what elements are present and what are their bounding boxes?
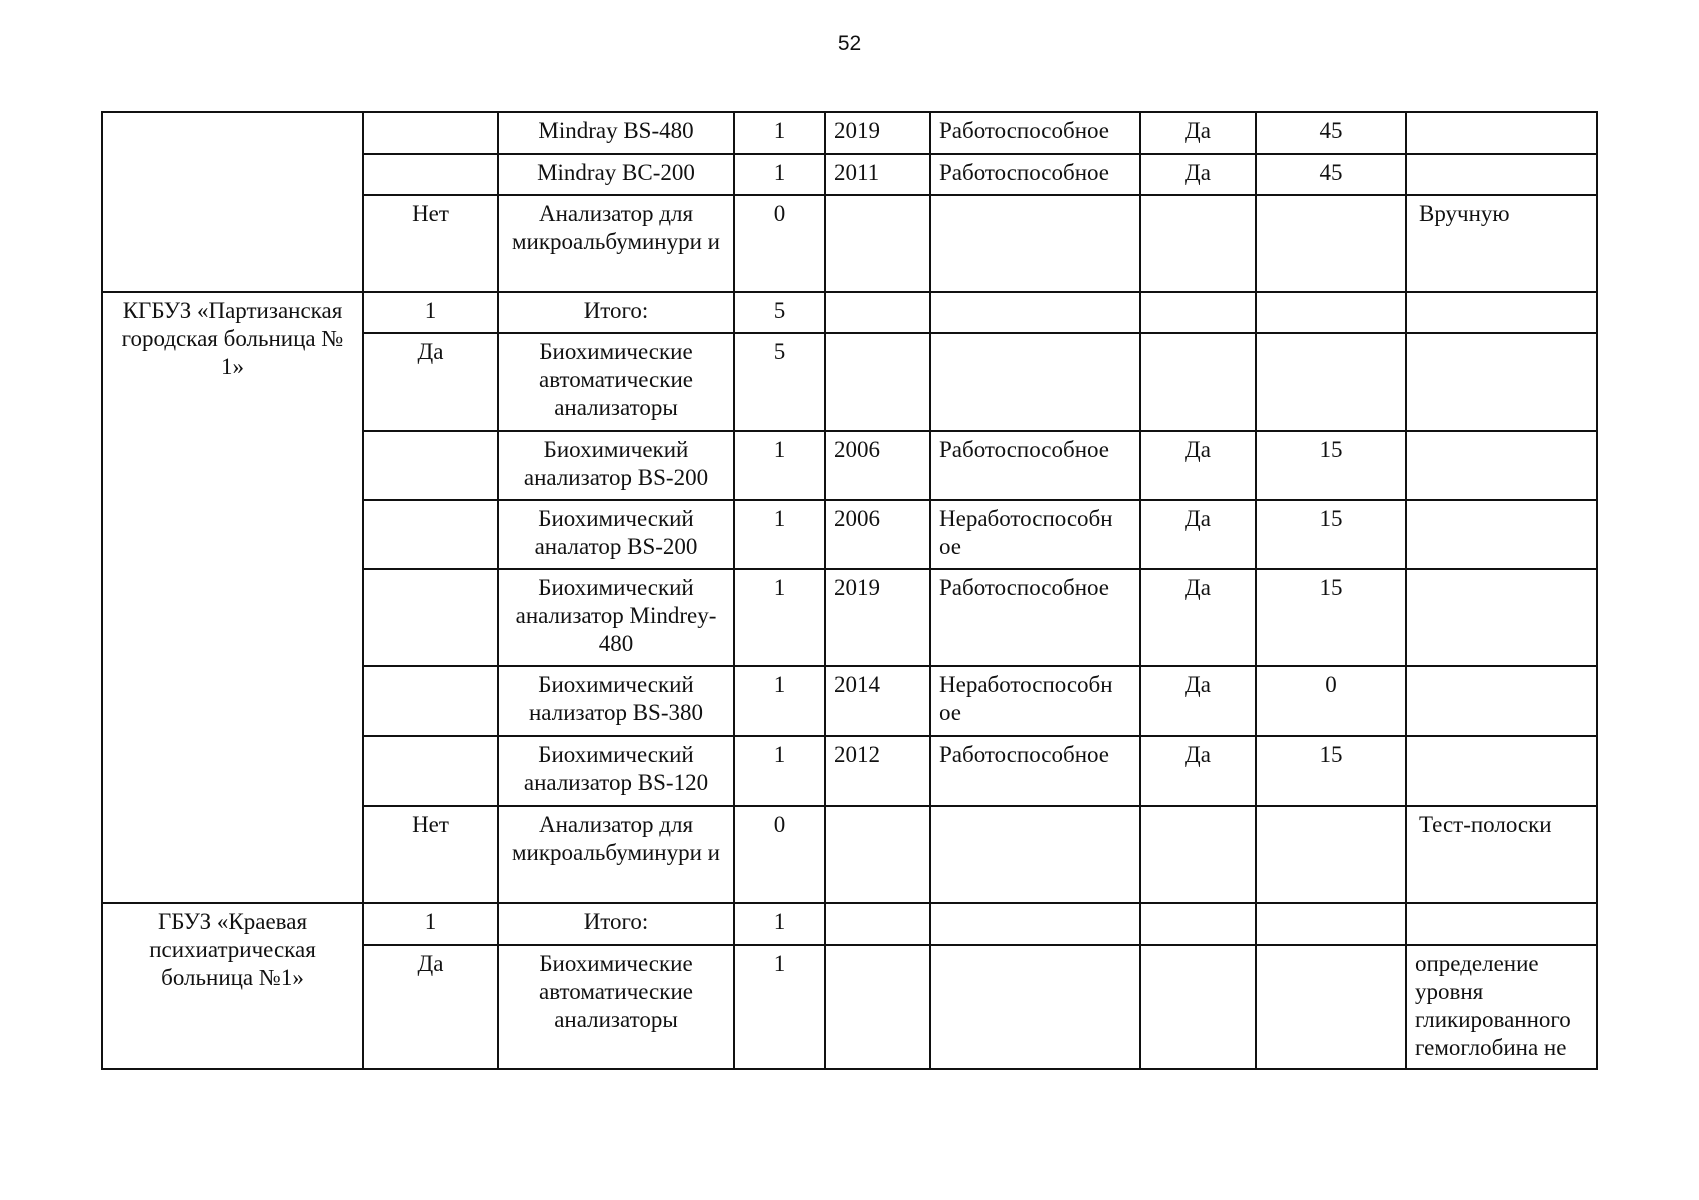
- number-cell: 15: [1256, 569, 1406, 666]
- year-cell: [825, 195, 930, 292]
- status-cell: [930, 333, 1140, 431]
- equipment-name-cell: Анализатор для микроальбуминури и: [498, 806, 734, 903]
- quantity-cell: 1: [734, 903, 825, 945]
- number-cell: 0: [1256, 666, 1406, 736]
- availability-cell: Да: [363, 945, 498, 1069]
- status-cell: [930, 806, 1140, 903]
- note-cell: [1406, 431, 1597, 500]
- equipment-name-cell: Mindray BS-480: [498, 112, 734, 154]
- flag-cell: [1140, 333, 1256, 431]
- status-cell: Работоспособное: [930, 154, 1140, 195]
- quantity-cell: 1: [734, 500, 825, 569]
- number-cell: 15: [1256, 736, 1406, 806]
- flag-cell: Да: [1140, 431, 1256, 500]
- availability-cell: [363, 569, 498, 666]
- availability-cell: [363, 112, 498, 154]
- number-cell: [1256, 945, 1406, 1069]
- note-cell: [1406, 333, 1597, 431]
- flag-cell: [1140, 195, 1256, 292]
- year-cell: 2006: [825, 500, 930, 569]
- quantity-cell: 1: [734, 112, 825, 154]
- note-cell: [1406, 736, 1597, 806]
- year-cell: [825, 292, 930, 333]
- number-cell: [1256, 903, 1406, 945]
- number-cell: 45: [1256, 154, 1406, 195]
- number-cell: 15: [1256, 431, 1406, 500]
- note-cell: [1406, 569, 1597, 666]
- status-cell: [930, 292, 1140, 333]
- year-cell: 2019: [825, 569, 930, 666]
- organization-cell: КГБУЗ «Партизанская городская больница № 1»: [102, 292, 363, 903]
- equipment-name-cell: Анализатор для микроальбуминури и: [498, 195, 734, 292]
- flag-cell: [1140, 903, 1256, 945]
- note-cell: [1406, 666, 1597, 736]
- flag-cell: Да: [1140, 500, 1256, 569]
- org-cell-empty: [102, 112, 363, 292]
- year-cell: [825, 333, 930, 431]
- number-cell: 15: [1256, 500, 1406, 569]
- year-cell: 2019: [825, 112, 930, 154]
- page-number: 52: [837, 32, 862, 55]
- availability-cell: 1: [363, 292, 498, 333]
- flag-cell: [1140, 945, 1256, 1069]
- status-cell: Работоспособное: [930, 112, 1140, 154]
- flag-cell: [1140, 806, 1256, 903]
- note-cell: [1406, 112, 1597, 154]
- status-cell: [930, 903, 1140, 945]
- equipment-name-cell: Mindray BC-200: [498, 154, 734, 195]
- quantity-cell: 1: [734, 431, 825, 500]
- flag-cell: Да: [1140, 736, 1256, 806]
- status-cell: Неработоспособн ое: [930, 666, 1140, 736]
- availability-cell: [363, 500, 498, 569]
- equipment-name-cell: Биохимический анализатор Mindrey-480: [498, 569, 734, 666]
- note-cell: [1406, 500, 1597, 569]
- status-cell: Работоспособное: [930, 431, 1140, 500]
- note-cell: определение уровня гликированного гемоглобина не: [1406, 945, 1597, 1069]
- year-cell: 2006: [825, 431, 930, 500]
- equipment-name-cell: Биохимический нализатор BS-380: [498, 666, 734, 736]
- availability-cell: [363, 666, 498, 736]
- number-cell: [1256, 806, 1406, 903]
- flag-cell: Да: [1140, 569, 1256, 666]
- table-row: [102, 903, 1597, 945]
- equipment-name-cell: Биохимичекий анализатор BS-200: [498, 431, 734, 500]
- availability-cell: [363, 431, 498, 500]
- status-cell: [930, 945, 1140, 1069]
- flag-cell: Да: [1140, 666, 1256, 736]
- quantity-cell: 1: [734, 569, 825, 666]
- year-cell: [825, 945, 930, 1069]
- availability-cell: Нет: [363, 195, 498, 292]
- table-row: [102, 292, 1597, 333]
- note-cell: [1406, 292, 1597, 333]
- equipment-name-cell: Биохимический аналатор BS-200: [498, 500, 734, 569]
- equipment-name-cell: Биохимический анализатор BS-120: [498, 736, 734, 806]
- note-cell: [1406, 903, 1597, 945]
- organization-cell: ГБУЗ «Краевая психиатрическая больница №1»: [102, 903, 363, 1069]
- quantity-cell: 5: [734, 292, 825, 333]
- availability-cell: Нет: [363, 806, 498, 903]
- table-row: [102, 112, 1597, 154]
- number-cell: 45: [1256, 112, 1406, 154]
- equipment-name-cell: Биохимические автоматические анализаторы: [498, 333, 734, 431]
- availability-cell: [363, 154, 498, 195]
- note-cell: [1406, 154, 1597, 195]
- number-cell: [1256, 195, 1406, 292]
- status-cell: [930, 195, 1140, 292]
- quantity-cell: 0: [734, 195, 825, 292]
- availability-cell: 1: [363, 903, 498, 945]
- availability-cell: [363, 736, 498, 806]
- quantity-cell: 1: [734, 945, 825, 1069]
- equipment-table: [101, 111, 1598, 1070]
- equipment-name-cell: Итого:: [498, 292, 734, 333]
- quantity-cell: 1: [734, 736, 825, 806]
- quantity-cell: 1: [734, 154, 825, 195]
- note-cell: Вручную: [1406, 195, 1597, 292]
- status-cell: Работоспособное: [930, 736, 1140, 806]
- flag-cell: Да: [1140, 112, 1256, 154]
- flag-cell: [1140, 292, 1256, 333]
- quantity-cell: 0: [734, 806, 825, 903]
- equipment-name-cell: Биохимические автоматические анализаторы: [498, 945, 734, 1069]
- quantity-cell: 1: [734, 666, 825, 736]
- status-cell: Работоспособное: [930, 569, 1140, 666]
- year-cell: [825, 903, 930, 945]
- flag-cell: Да: [1140, 154, 1256, 195]
- year-cell: 2011: [825, 154, 930, 195]
- availability-cell: Да: [363, 333, 498, 431]
- year-cell: 2014: [825, 666, 930, 736]
- equipment-name-cell: Итого:: [498, 903, 734, 945]
- year-cell: 2012: [825, 736, 930, 806]
- status-cell: Неработоспособн ое: [930, 500, 1140, 569]
- number-cell: [1256, 292, 1406, 333]
- year-cell: [825, 806, 930, 903]
- number-cell: [1256, 333, 1406, 431]
- note-cell: Тест-полоски: [1406, 806, 1597, 903]
- quantity-cell: 5: [734, 333, 825, 431]
